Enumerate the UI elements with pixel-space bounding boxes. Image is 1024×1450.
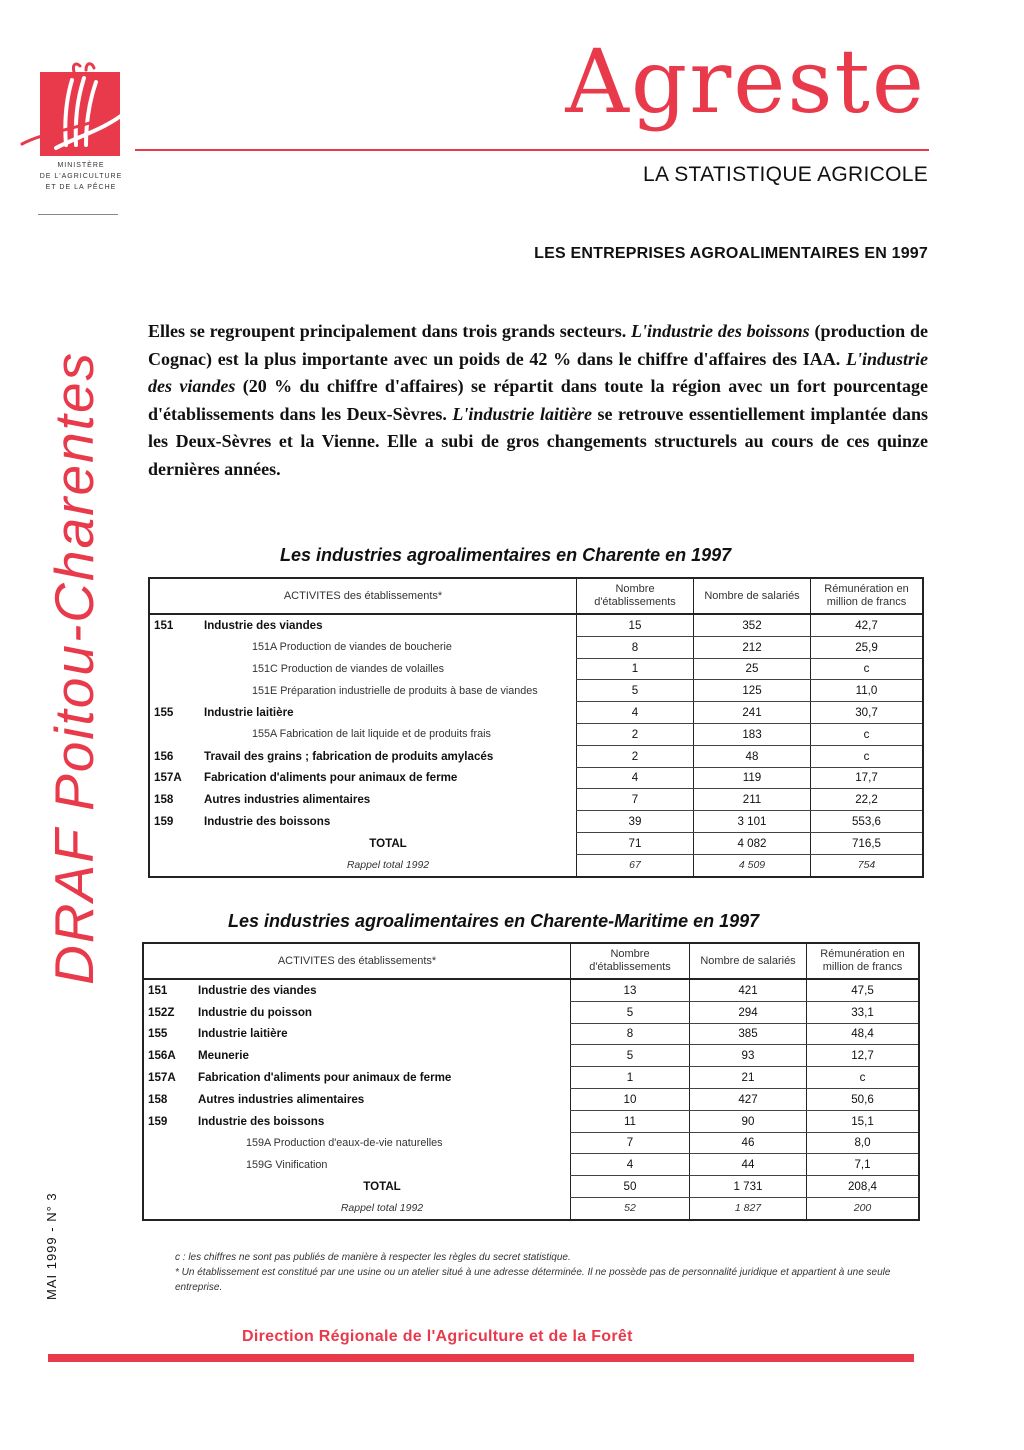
reference-row-label: Rappel total 1992: [346, 858, 430, 871]
activity-code: [143, 1132, 194, 1154]
establishments-value: 15: [577, 614, 694, 636]
pay-value: 754: [811, 854, 924, 876]
employees-value: 90: [690, 1110, 807, 1132]
employees-value: 93: [690, 1045, 807, 1067]
table-row: [143, 1001, 919, 1023]
establishments-value: 4: [571, 1154, 690, 1176]
establishments-value: 1: [577, 658, 694, 680]
pay-value: 11,0: [811, 680, 924, 702]
header-pay: Rémunération en million de francs: [811, 578, 924, 614]
table-row: [143, 1023, 919, 1045]
table-row: [143, 1045, 919, 1067]
activity-code: 152Z: [148, 1005, 175, 1019]
activity-code: [149, 658, 200, 680]
table-row: [149, 614, 923, 636]
activity-code: 156: [154, 749, 174, 763]
pay-value: 30,7: [811, 702, 924, 724]
table-row: [149, 636, 923, 658]
activity-label: Industrie des viandes: [204, 619, 323, 633]
employees-value: 4 509: [694, 854, 811, 876]
activity-code: [143, 1154, 194, 1176]
pay-value: 25,9: [811, 636, 924, 658]
activity-label: Industrie du poisson: [198, 1005, 313, 1019]
employees-value: 3 101: [694, 811, 811, 833]
intro-text-2: (production de Cognac) est la plus importante avec un poids de 42 % dans le chiffre d'affaires des IAA.: [148, 321, 929, 369]
pay-value: 15,1: [807, 1110, 920, 1132]
employees-value: 427: [690, 1088, 807, 1110]
activity-label: Industrie des boissons: [198, 1114, 325, 1128]
table-row: [149, 811, 923, 833]
establishments-value: 67: [577, 854, 694, 876]
establishments-value: 5: [571, 1045, 690, 1067]
activity-label: Industrie des viandes: [198, 984, 317, 998]
pay-value: 47,5: [807, 979, 920, 1001]
intro-emphasis-3: L'industrie laitière: [452, 403, 592, 424]
activity-code: [149, 680, 200, 702]
establishments-value: 39: [577, 811, 694, 833]
pay-value: 7,1: [807, 1154, 920, 1176]
establishments-value: 2: [577, 723, 694, 745]
employees-value: 294: [690, 1001, 807, 1023]
activity-code: [149, 636, 200, 658]
empty-cell: [149, 832, 200, 854]
establishments-value: 8: [571, 1023, 690, 1045]
table-row: [143, 1067, 919, 1089]
table-row: [143, 1154, 919, 1176]
establishments-value: 11: [571, 1110, 690, 1132]
header-activities: ACTIVITES des établissements*: [149, 578, 577, 614]
employees-value: 125: [694, 680, 811, 702]
pay-value: 553,6: [811, 811, 924, 833]
activity-label: Autres industries alimentaires: [204, 793, 371, 807]
employees-value: 352: [694, 614, 811, 636]
footnote-secret: c : les chiffres ne sont pas publiés de manière à respecter les règles du secret statistique.: [175, 1252, 571, 1263]
footer-bar: [48, 1354, 914, 1362]
activity-label: Autres industries alimentaires: [198, 1092, 365, 1106]
footnote-establishment: * Un établissement est constitué par une usine ou un atelier situé à une adresse déterminée. Il ne possède pas de personnalité juridique et appartient à une seule entreprise.: [175, 1267, 891, 1293]
empty-cell: [143, 1197, 194, 1219]
brand-subtitle: LA STATISTIQUE AGRICOLE: [642, 163, 928, 186]
intro-text-4: se retrouve essentiellement implantée dans les Deux-Sèvres et la Vienne. Elle a subi de gros changements structurels au cours de ces quinze dernières années.: [148, 403, 928, 479]
intro-text-3: (20 % du chiffre d'affaires) se répartit dans toute la région avec un fort pourcentage d'établissements dans les Deux-Sèvres.: [148, 376, 928, 424]
footer-organization: Direction Régionale de l'Agriculture et de la Forêt: [242, 1328, 633, 1345]
intro-emphasis-1: L'industrie des boissons: [631, 321, 810, 341]
employees-value: 241: [694, 702, 811, 724]
total-row: [149, 832, 923, 854]
pay-value: c: [807, 1067, 920, 1089]
pay-value: 22,2: [811, 789, 924, 811]
activity-code: 159: [148, 1114, 168, 1128]
activity-code: 156A: [148, 1049, 176, 1063]
table-row: [149, 723, 923, 745]
page-heading: LES ENTREPRISES AGROALIMENTAIRES EN 1997: [534, 245, 928, 262]
activity-label: 151C Production de viandes de volailles: [252, 662, 445, 675]
activity-label: Fabrication d'aliments pour animaux de ferme: [198, 1071, 452, 1085]
establishments-value: 50: [571, 1176, 690, 1198]
side-title: DRAF Poitou-Charentes: [43, 350, 105, 985]
pay-value: 50,6: [807, 1088, 920, 1110]
pay-value: c: [811, 723, 924, 745]
ministry-name: [36, 160, 126, 193]
activity-label: 155A Fabrication de lait liquide et de produits frais: [252, 728, 491, 741]
employees-value: 212: [694, 636, 811, 658]
activity-label: 159G Vinification: [246, 1158, 328, 1171]
activity-code: 151: [154, 619, 174, 633]
header-activities: ACTIVITES des établissements*: [143, 943, 571, 979]
pay-value: 33,1: [807, 1001, 920, 1023]
table-row: [149, 658, 923, 680]
establishments-value: 71: [577, 832, 694, 854]
ministry-logo: [14, 60, 134, 160]
total-row-label: TOTAL: [369, 836, 407, 850]
empty-cell: [149, 854, 200, 876]
employees-value: 46: [690, 1132, 807, 1154]
ministry-line-1: MINISTÈRE: [57, 162, 105, 169]
employees-value: 21: [690, 1067, 807, 1089]
reference-row: [143, 1197, 919, 1219]
ministry-divider: [38, 214, 118, 215]
establishments-value: 7: [571, 1132, 690, 1154]
brand-title: Agreste: [565, 30, 926, 133]
empty-cell: [143, 1176, 194, 1198]
intro-text-1: Elles se regroupent principalement dans trois grands secteurs.: [148, 321, 632, 341]
header-employees: Nombre de salariés: [690, 943, 807, 979]
activity-label: Travail des grains ; fabrication de produits amylacés: [204, 749, 494, 763]
pay-value: c: [811, 745, 924, 767]
header-establishments: Nombre d'établissements: [577, 578, 694, 614]
table-row: [143, 1132, 919, 1154]
header-employees: Nombre de salariés: [694, 578, 811, 614]
header-pay: Rémunération en million de francs: [807, 943, 920, 979]
issue-date: MAI 1999 - N° 3: [44, 1192, 59, 1300]
activity-code: 159: [154, 815, 174, 829]
activity-label: Industrie laitière: [204, 706, 294, 720]
activity-code: 157A: [148, 1071, 176, 1085]
activity-label: Fabrication d'aliments pour animaux de ferme: [204, 771, 458, 785]
table-charente: [148, 577, 924, 878]
activity-label: Industrie des boissons: [204, 815, 331, 829]
pay-value: 200: [807, 1197, 920, 1219]
establishments-value: 5: [571, 1001, 690, 1023]
activity-code: 157A: [154, 771, 182, 785]
establishments-value: 4: [577, 702, 694, 724]
employees-value: 44: [690, 1154, 807, 1176]
total-row: [143, 1176, 919, 1198]
header-establishments: Nombre d'établissements: [571, 943, 690, 979]
establishments-value: 4: [577, 767, 694, 789]
header-rule: [135, 149, 929, 151]
table-1-title: Les industries agroalimentaires en Charente en 1997: [280, 545, 732, 565]
table-row: [143, 979, 919, 1001]
employees-value: 385: [690, 1023, 807, 1045]
pay-value: c: [811, 658, 924, 680]
employees-value: 183: [694, 723, 811, 745]
intro-paragraph: [148, 318, 928, 483]
pay-value: 208,4: [807, 1176, 920, 1198]
reference-row: [149, 854, 923, 876]
table-row: [149, 702, 923, 724]
table-charente-maritime: [142, 942, 920, 1221]
establishments-value: 52: [571, 1197, 690, 1219]
table-row: [149, 680, 923, 702]
total-row-label: TOTAL: [363, 1180, 401, 1194]
activity-code: 158: [154, 793, 174, 807]
employees-value: 1 731: [690, 1176, 807, 1198]
pay-value: 8,0: [807, 1132, 920, 1154]
reference-row-label: Rappel total 1992: [340, 1202, 424, 1215]
activity-label: 151A Production de viandes de boucherie: [252, 641, 452, 654]
establishments-value: 1: [571, 1067, 690, 1089]
ministry-line-3: ET DE LA PÊCHE: [45, 184, 117, 191]
table-row: [143, 1110, 919, 1132]
pay-value: 17,7: [811, 767, 924, 789]
activity-code: 151: [148, 984, 168, 998]
activity-label: Meunerie: [198, 1049, 249, 1063]
pay-value: 12,7: [807, 1045, 920, 1067]
table-2-title: Les industries agroalimentaires en Charente-Maritime en 1997: [228, 911, 760, 931]
activity-code: [149, 723, 200, 745]
wheat-logo-icon: [14, 60, 134, 160]
table-row: [149, 767, 923, 789]
intro-emphasis-2: L'industrie des viandes: [148, 348, 928, 396]
activity-label: 151E Préparation industrielle de produits à base de viandes: [252, 684, 538, 697]
employees-value: 1 827: [690, 1197, 807, 1219]
employees-value: 119: [694, 767, 811, 789]
activity-code: 155: [154, 706, 174, 720]
footnotes: [175, 1250, 925, 1295]
employees-value: 211: [694, 789, 811, 811]
establishments-value: 10: [571, 1088, 690, 1110]
activity-label: 159A Production d'eaux-de-vie naturelles: [246, 1136, 443, 1149]
activity-code: 155: [148, 1027, 168, 1041]
establishments-value: 5: [577, 680, 694, 702]
employees-value: 4 082: [694, 832, 811, 854]
activity-label: Industrie laitière: [198, 1027, 288, 1041]
establishments-value: 8: [577, 636, 694, 658]
activity-code: 158: [148, 1092, 168, 1106]
table-row: [149, 745, 923, 767]
establishments-value: 13: [571, 979, 690, 1001]
ministry-line-2: DE L'AGRICULTURE: [39, 173, 123, 180]
pay-value: 42,7: [811, 614, 924, 636]
table-row: [143, 1088, 919, 1110]
table-row: [149, 789, 923, 811]
pay-value: 48,4: [807, 1023, 920, 1045]
employees-value: 25: [694, 658, 811, 680]
employees-value: 48: [694, 745, 811, 767]
pay-value: 716,5: [811, 832, 924, 854]
establishments-value: 2: [577, 745, 694, 767]
establishments-value: 7: [577, 789, 694, 811]
employees-value: 421: [690, 979, 807, 1001]
